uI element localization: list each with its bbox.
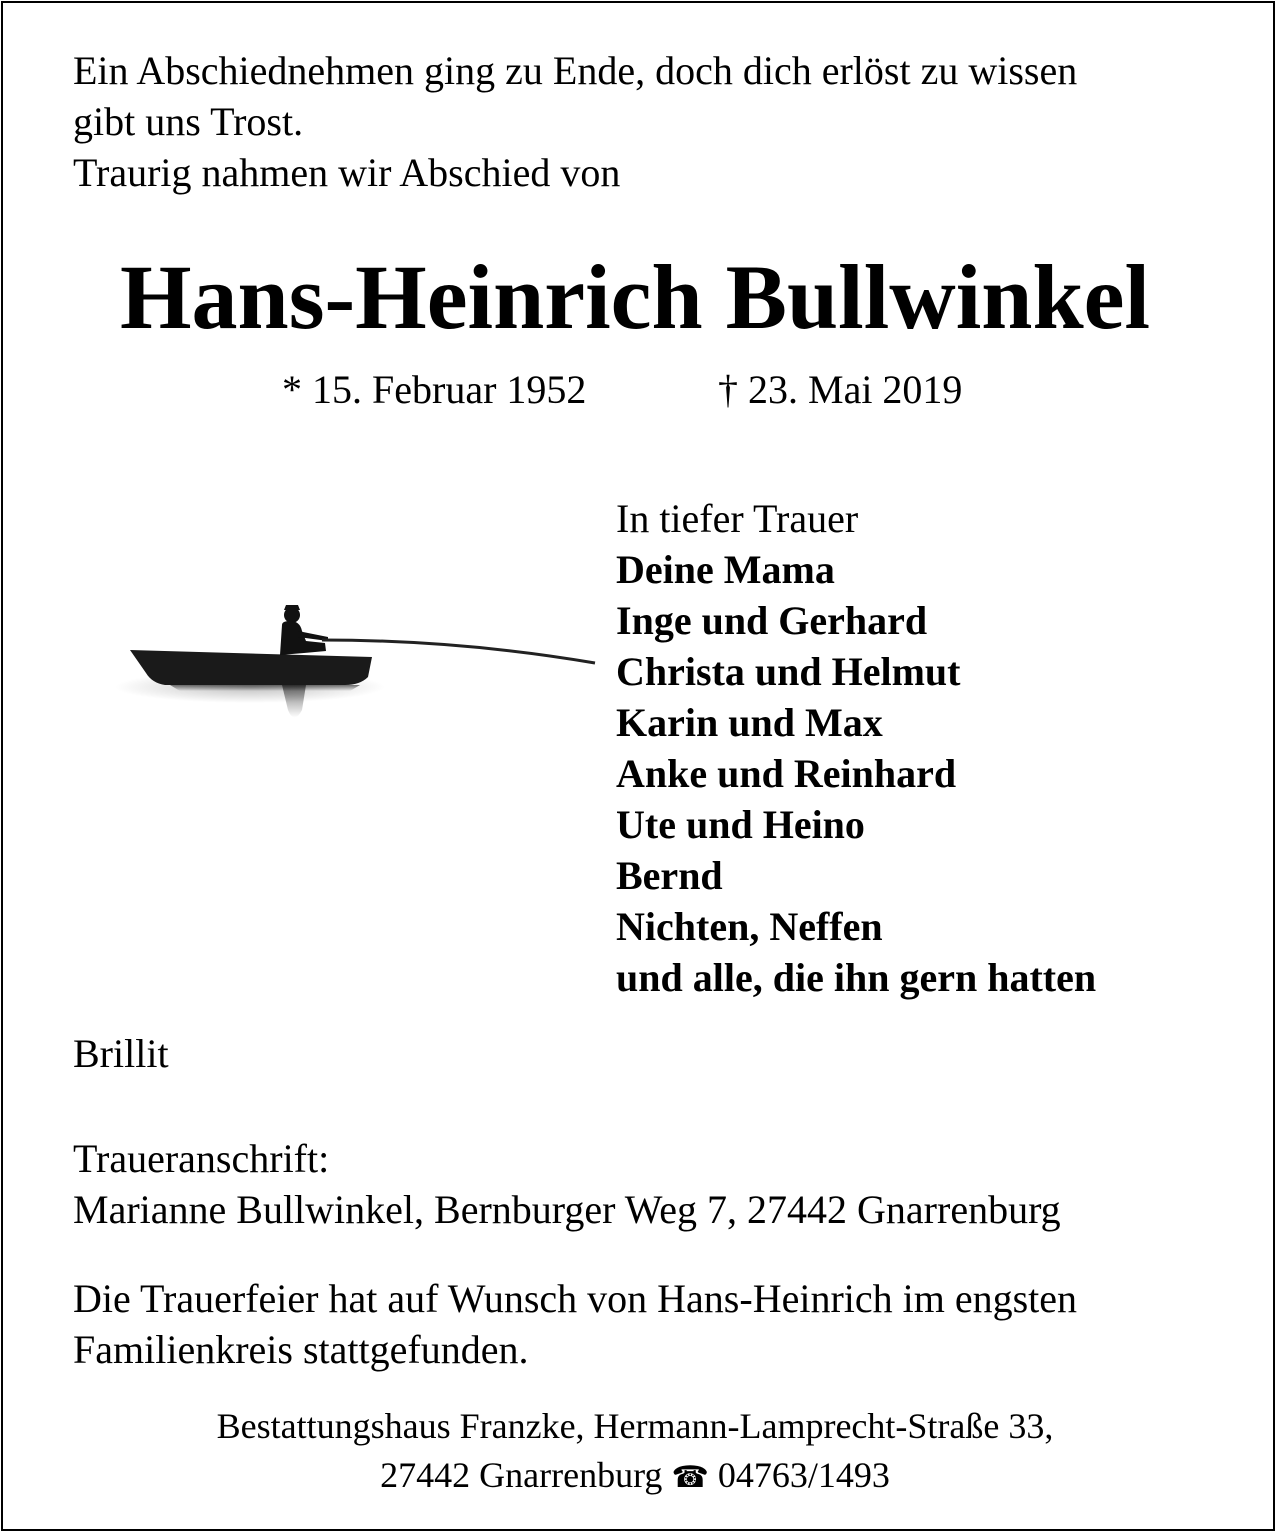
birth-date: * 15. Februar 1952 bbox=[282, 367, 587, 412]
funeral-home-address: Bestattungshaus Franzke, Hermann-Lamprecht-Straße 33, bbox=[216, 1406, 1054, 1446]
mourners-list bbox=[616, 493, 1096, 1003]
place-name: Brillit bbox=[73, 1031, 169, 1076]
death-date: † 23. Mai 2019 bbox=[718, 367, 963, 412]
funeral-home-city: 27442 Gnarrenburg bbox=[380, 1455, 663, 1495]
mourner-name: Bernd bbox=[616, 853, 723, 898]
mourner-name: Christa und Helmut bbox=[616, 649, 961, 694]
funeral-home-info bbox=[0, 1402, 1270, 1502]
funeral-home-contact bbox=[0, 1451, 1270, 1502]
mourner-name: Nichten, Neffen bbox=[616, 904, 883, 949]
ceremony-line: Familienkreis stattgefunden. bbox=[73, 1327, 529, 1372]
address-value: Marianne Bullwinkel, Bernburger Weg 7, 27442 Gnarrenburg bbox=[73, 1187, 1061, 1232]
fisherman-boat-image bbox=[60, 585, 600, 855]
mourner-name: und alle, die ihn gern hatten bbox=[616, 955, 1097, 1000]
telephone-icon: ☎ bbox=[671, 1460, 709, 1495]
address-label: Traueranschrift: bbox=[73, 1136, 330, 1181]
intro-line: Traurig nahmen wir Abschied von bbox=[73, 150, 621, 195]
ceremony-note bbox=[73, 1273, 1077, 1375]
mourner-name: Ute und Heino bbox=[616, 802, 865, 847]
intro-line: gibt uns Trost. bbox=[73, 99, 304, 144]
intro-line: Ein Abschiednehmen ging zu Ende, doch dich erlöst zu wissen bbox=[73, 48, 1078, 93]
intro-text bbox=[73, 45, 1077, 198]
mourner-name: Karin und Max bbox=[616, 700, 883, 745]
fisherman-in-rowboat-silhouette-icon bbox=[60, 585, 600, 855]
mourner-name: Deine Mama bbox=[616, 547, 835, 592]
mourner-name: Inge und Gerhard bbox=[616, 598, 928, 643]
ceremony-line: Die Trauerfeier hat auf Wunsch von Hans-Heinrich im engsten bbox=[73, 1276, 1078, 1321]
mourners-intro: In tiefer Trauer bbox=[616, 496, 859, 541]
deceased-name: Hans-Heinrich Bullwinkel bbox=[119, 246, 1151, 348]
funeral-home-phone: 04763/1493 bbox=[717, 1455, 890, 1495]
condolence-address bbox=[73, 1133, 1061, 1235]
mourner-name: Anke und Reinhard bbox=[616, 751, 957, 796]
